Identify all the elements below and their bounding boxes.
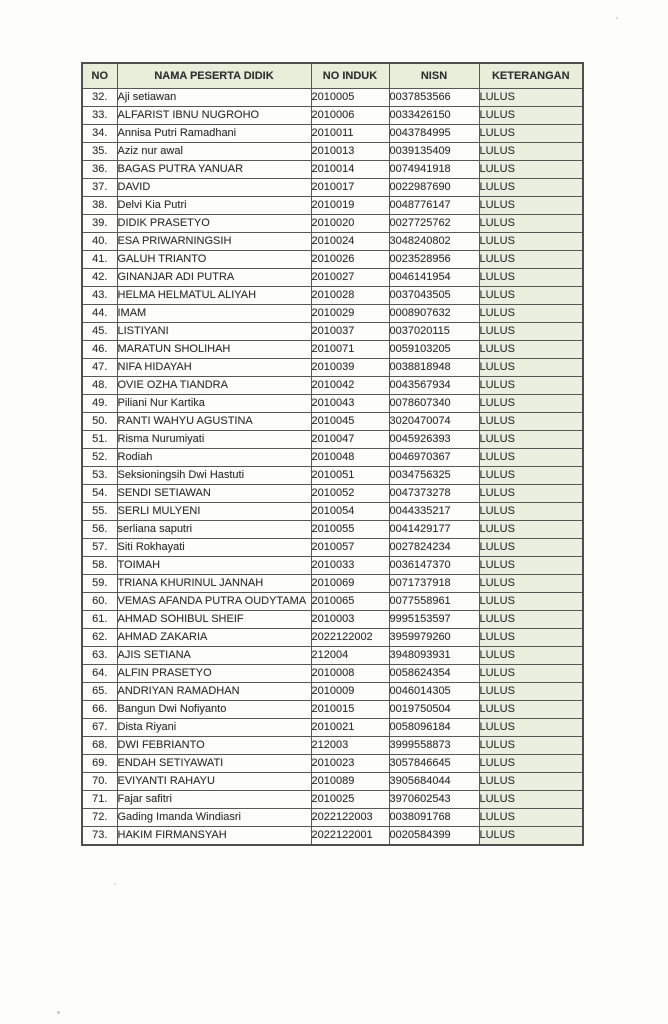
cell-no-induk: 2010089 xyxy=(311,773,389,791)
cell-nama: NIFA HIDAYAH xyxy=(117,359,311,377)
table-row xyxy=(82,773,583,791)
cell-keterangan: LULUS xyxy=(479,665,583,683)
cell-nisn: 0038818948 xyxy=(389,359,479,377)
cell-nama: AHMAD SOHIBUL SHEIF xyxy=(117,611,311,629)
cell-nisn: 0048776147 xyxy=(389,197,479,215)
cell-no: 73. xyxy=(82,827,117,846)
table-row xyxy=(82,125,583,143)
cell-keterangan: LULUS xyxy=(479,341,583,359)
cell-no-induk: 212003 xyxy=(311,737,389,755)
table-row xyxy=(82,683,583,701)
table-row xyxy=(82,89,583,107)
cell-keterangan: LULUS xyxy=(479,413,583,431)
cell-no: 43. xyxy=(82,287,117,305)
cell-nama: DAVID xyxy=(117,179,311,197)
cell-nisn: 0047373278 xyxy=(389,485,479,503)
cell-nisn: 3057846645 xyxy=(389,755,479,773)
cell-keterangan: LULUS xyxy=(479,89,583,107)
cell-no: 50. xyxy=(82,413,117,431)
cell-no-induk: 2010039 xyxy=(311,359,389,377)
cell-no: 63. xyxy=(82,647,117,665)
table-row xyxy=(82,161,583,179)
cell-no: 56. xyxy=(82,521,117,539)
table-row xyxy=(82,521,583,539)
cell-keterangan: LULUS xyxy=(479,647,583,665)
cell-nama: ENDAH SETIYAWATI xyxy=(117,755,311,773)
cell-keterangan: LULUS xyxy=(479,629,583,647)
table-row xyxy=(82,539,583,557)
cell-keterangan: LULUS xyxy=(479,269,583,287)
cell-keterangan: LULUS xyxy=(479,233,583,251)
cell-nisn: 0044335217 xyxy=(389,503,479,521)
header-row xyxy=(82,63,583,89)
cell-nisn: 3020470074 xyxy=(389,413,479,431)
cell-keterangan: LULUS xyxy=(479,467,583,485)
table-row xyxy=(82,251,583,269)
cell-nama: HELMA HELMATUL ALIYAH xyxy=(117,287,311,305)
cell-no-induk: 2010021 xyxy=(311,719,389,737)
cell-keterangan: LULUS xyxy=(479,305,583,323)
cell-no-induk: 2010008 xyxy=(311,665,389,683)
table-row xyxy=(82,611,583,629)
cell-nama: TRIANA KHURINUL JANNAH xyxy=(117,575,311,593)
cell-no-induk: 2010005 xyxy=(311,89,389,107)
cell-nisn: 3048240802 xyxy=(389,233,479,251)
cell-nisn: 3999558873 xyxy=(389,737,479,755)
cell-no: 58. xyxy=(82,557,117,575)
cell-nama: Fajar safitri xyxy=(117,791,311,809)
cell-no-induk: 2010045 xyxy=(311,413,389,431)
cell-no: 45. xyxy=(82,323,117,341)
cell-nisn: 0046970367 xyxy=(389,449,479,467)
cell-no-induk: 2022122002 xyxy=(311,629,389,647)
cell-no: 71. xyxy=(82,791,117,809)
cell-keterangan: LULUS xyxy=(479,431,583,449)
cell-keterangan: LULUS xyxy=(479,377,583,395)
cell-no: 64. xyxy=(82,665,117,683)
cell-keterangan: LULUS xyxy=(479,251,583,269)
cell-no-induk: 2010028 xyxy=(311,287,389,305)
cell-nisn: 0019750504 xyxy=(389,701,479,719)
cell-nama: ALFARIST IBNU NUGROHO xyxy=(117,107,311,125)
cell-nisn: 0046014305 xyxy=(389,683,479,701)
cell-nama: serliana saputri xyxy=(117,521,311,539)
cell-no: 53. xyxy=(82,467,117,485)
column-header-nama: NAMA PESERTA DIDIK xyxy=(117,63,311,89)
cell-nisn: 0045926393 xyxy=(389,431,479,449)
cell-nisn: 3959979260 xyxy=(389,629,479,647)
cell-nisn: 0036147370 xyxy=(389,557,479,575)
cell-no-induk: 2010033 xyxy=(311,557,389,575)
cell-no-induk: 2022122001 xyxy=(311,827,389,846)
cell-nama: GALUH TRIANTO xyxy=(117,251,311,269)
cell-no-induk: 2010069 xyxy=(311,575,389,593)
cell-no-induk: 212004 xyxy=(311,647,389,665)
cell-keterangan: LULUS xyxy=(479,539,583,557)
cell-nisn: 0074941918 xyxy=(389,161,479,179)
cell-nisn: 0077558961 xyxy=(389,593,479,611)
table-row xyxy=(82,503,583,521)
cell-nama: Aji setiawan xyxy=(117,89,311,107)
cell-nisn: 0037043505 xyxy=(389,287,479,305)
table-row xyxy=(82,431,583,449)
cell-no: 48. xyxy=(82,377,117,395)
cell-keterangan: LULUS xyxy=(479,593,583,611)
cell-nama: Risma Nurumiyati xyxy=(117,431,311,449)
cell-no-induk: 2010048 xyxy=(311,449,389,467)
table-row xyxy=(82,647,583,665)
cell-no: 49. xyxy=(82,395,117,413)
cell-keterangan: LULUS xyxy=(479,611,583,629)
cell-no: 38. xyxy=(82,197,117,215)
table-row xyxy=(82,233,583,251)
cell-nama: GINANJAR ADI PUTRA xyxy=(117,269,311,287)
cell-no-induk: 2010043 xyxy=(311,395,389,413)
cell-keterangan: LULUS xyxy=(479,575,583,593)
cell-no: 66. xyxy=(82,701,117,719)
cell-keterangan: LULUS xyxy=(479,701,583,719)
cell-no: 32. xyxy=(82,89,117,107)
table-row xyxy=(82,305,583,323)
cell-keterangan: LULUS xyxy=(479,161,583,179)
cell-keterangan: LULUS xyxy=(479,791,583,809)
cell-nama: VEMAS AFANDA PUTRA OUDYTAMA xyxy=(117,593,311,611)
cell-no-induk: 2010023 xyxy=(311,755,389,773)
table-row xyxy=(82,485,583,503)
cell-no-induk: 2010009 xyxy=(311,683,389,701)
cell-no: 65. xyxy=(82,683,117,701)
cell-no: 47. xyxy=(82,359,117,377)
scan-speck xyxy=(57,1011,60,1014)
cell-nisn: 0058096184 xyxy=(389,719,479,737)
table-row xyxy=(82,377,583,395)
cell-nisn: 0078607340 xyxy=(389,395,479,413)
cell-no: 34. xyxy=(82,125,117,143)
cell-no-induk: 2010013 xyxy=(311,143,389,161)
cell-keterangan: LULUS xyxy=(479,179,583,197)
cell-nisn: 0023528956 xyxy=(389,251,479,269)
cell-nisn: 0071737918 xyxy=(389,575,479,593)
cell-no: 67. xyxy=(82,719,117,737)
cell-nama: HAKIM FIRMANSYAH xyxy=(117,827,311,846)
cell-keterangan: LULUS xyxy=(479,521,583,539)
cell-no: 69. xyxy=(82,755,117,773)
table-row xyxy=(82,143,583,161)
cell-no-induk: 2010071 xyxy=(311,341,389,359)
table-row xyxy=(82,755,583,773)
cell-keterangan: LULUS xyxy=(479,125,583,143)
column-header-keterangan: KETERANGAN xyxy=(479,63,583,89)
cell-keterangan: LULUS xyxy=(479,485,583,503)
cell-nama: TOIMAH xyxy=(117,557,311,575)
cell-no: 72. xyxy=(82,809,117,827)
cell-keterangan: LULUS xyxy=(479,287,583,305)
cell-no-induk: 2010017 xyxy=(311,179,389,197)
cell-no-induk: 2010055 xyxy=(311,521,389,539)
cell-nisn: 0033426150 xyxy=(389,107,479,125)
cell-keterangan: LULUS xyxy=(479,395,583,413)
cell-no: 62. xyxy=(82,629,117,647)
cell-nama: AJIS SETIANA xyxy=(117,647,311,665)
table-row xyxy=(82,467,583,485)
cell-no: 55. xyxy=(82,503,117,521)
cell-no-induk: 2022122003 xyxy=(311,809,389,827)
cell-keterangan: LULUS xyxy=(479,773,583,791)
table-row xyxy=(82,395,583,413)
cell-nisn: 0046141954 xyxy=(389,269,479,287)
cell-nama: OVIE OZHA TIANDRA xyxy=(117,377,311,395)
cell-no: 61. xyxy=(82,611,117,629)
cell-no: 40. xyxy=(82,233,117,251)
cell-nama: Piliani Nur Kartika xyxy=(117,395,311,413)
cell-nama: ANDRIYAN RAMADHAN xyxy=(117,683,311,701)
cell-no-induk: 2010042 xyxy=(311,377,389,395)
cell-keterangan: LULUS xyxy=(479,359,583,377)
cell-no: 54. xyxy=(82,485,117,503)
cell-nisn: 0043567934 xyxy=(389,377,479,395)
cell-no-induk: 2010011 xyxy=(311,125,389,143)
cell-keterangan: LULUS xyxy=(479,107,583,125)
cell-no-induk: 2010054 xyxy=(311,503,389,521)
table-row xyxy=(82,287,583,305)
cell-no-induk: 2010052 xyxy=(311,485,389,503)
cell-no-induk: 2010037 xyxy=(311,323,389,341)
table-row xyxy=(82,809,583,827)
cell-nisn: 3970602543 xyxy=(389,791,479,809)
cell-keterangan: LULUS xyxy=(479,449,583,467)
cell-no-induk: 2010057 xyxy=(311,539,389,557)
cell-no: 52. xyxy=(82,449,117,467)
column-header-no-induk: NO INDUK xyxy=(311,63,389,89)
cell-nisn: 0043784995 xyxy=(389,125,479,143)
table-row xyxy=(82,575,583,593)
cell-nisn: 0037020115 xyxy=(389,323,479,341)
cell-no: 39. xyxy=(82,215,117,233)
cell-nisn: 0027824234 xyxy=(389,539,479,557)
table-row xyxy=(82,197,583,215)
cell-nama: Annisa Putri Ramadhani xyxy=(117,125,311,143)
cell-keterangan: LULUS xyxy=(479,809,583,827)
cell-no-induk: 2010065 xyxy=(311,593,389,611)
cell-nama: Seksioningsih Dwi Hastuti xyxy=(117,467,311,485)
cell-nisn: 0034756325 xyxy=(389,467,479,485)
table-row xyxy=(82,413,583,431)
cell-nisn: 0037853566 xyxy=(389,89,479,107)
cell-nama: Gading Imanda Windiasri xyxy=(117,809,311,827)
cell-no: 68. xyxy=(82,737,117,755)
cell-keterangan: LULUS xyxy=(479,737,583,755)
table-row xyxy=(82,179,583,197)
table-row xyxy=(82,215,583,233)
table-row xyxy=(82,449,583,467)
cell-no-induk: 2010020 xyxy=(311,215,389,233)
cell-nama: Bangun Dwi Nofiyanto xyxy=(117,701,311,719)
cell-no-induk: 2010015 xyxy=(311,701,389,719)
cell-keterangan: LULUS xyxy=(479,827,583,846)
cell-nama: MARATUN SHOLIHAH xyxy=(117,341,311,359)
student-results-table xyxy=(81,62,584,846)
cell-no-induk: 2010025 xyxy=(311,791,389,809)
cell-nisn: 0022987690 xyxy=(389,179,479,197)
cell-no-induk: 2010047 xyxy=(311,431,389,449)
cell-nisn: 0058624354 xyxy=(389,665,479,683)
table-row xyxy=(82,323,583,341)
cell-nama: DWI FEBRIANTO xyxy=(117,737,311,755)
cell-no: 57. xyxy=(82,539,117,557)
cell-nama: Delvi Kia Putri xyxy=(117,197,311,215)
cell-nama: Aziz nur awal xyxy=(117,143,311,161)
table-row xyxy=(82,791,583,809)
cell-nama: Rodiah xyxy=(117,449,311,467)
cell-nama: ALFIN PRASETYO xyxy=(117,665,311,683)
cell-no: 46. xyxy=(82,341,117,359)
table-row xyxy=(82,701,583,719)
cell-nisn: 0059103205 xyxy=(389,341,479,359)
cell-keterangan: LULUS xyxy=(479,215,583,233)
table-row xyxy=(82,593,583,611)
cell-nama: Dista Riyani xyxy=(117,719,311,737)
table-row xyxy=(82,341,583,359)
cell-no: 42. xyxy=(82,269,117,287)
cell-no: 33. xyxy=(82,107,117,125)
student-table-body xyxy=(82,89,583,846)
cell-nama: BAGAS PUTRA YANUAR xyxy=(117,161,311,179)
cell-nisn: 3905684044 xyxy=(389,773,479,791)
cell-nama: LISTIYANI xyxy=(117,323,311,341)
cell-nisn: 0038091768 xyxy=(389,809,479,827)
cell-nisn: 0027725762 xyxy=(389,215,479,233)
cell-nama: SERLI MULYENI xyxy=(117,503,311,521)
cell-keterangan: LULUS xyxy=(479,143,583,161)
table-row xyxy=(82,827,583,846)
cell-no-induk: 2010027 xyxy=(311,269,389,287)
cell-no-induk: 2010029 xyxy=(311,305,389,323)
cell-keterangan: LULUS xyxy=(479,683,583,701)
table-row xyxy=(82,359,583,377)
cell-keterangan: LULUS xyxy=(479,197,583,215)
cell-keterangan: LULUS xyxy=(479,719,583,737)
cell-nama: AHMAD ZAKARIA xyxy=(117,629,311,647)
cell-no-induk: 2010014 xyxy=(311,161,389,179)
cell-no-induk: 2010019 xyxy=(311,197,389,215)
cell-nama: SENDI SETIAWAN xyxy=(117,485,311,503)
cell-nama: Siti Rokhayati xyxy=(117,539,311,557)
scan-speck xyxy=(616,17,618,19)
cell-nisn: 9995153597 xyxy=(389,611,479,629)
table-row xyxy=(82,629,583,647)
cell-keterangan: LULUS xyxy=(479,755,583,773)
cell-no: 41. xyxy=(82,251,117,269)
cell-no-induk: 2010024 xyxy=(311,233,389,251)
cell-nisn: 0008907632 xyxy=(389,305,479,323)
cell-nisn: 3948093931 xyxy=(389,647,479,665)
scan-speck xyxy=(114,883,116,885)
cell-no: 60. xyxy=(82,593,117,611)
cell-nama: RANTI WAHYU AGUSTINA xyxy=(117,413,311,431)
cell-no-induk: 2010026 xyxy=(311,251,389,269)
column-header-no: NO xyxy=(82,63,117,89)
cell-nama: DIDIK PRASETYO xyxy=(117,215,311,233)
cell-no: 44. xyxy=(82,305,117,323)
table-row xyxy=(82,737,583,755)
cell-keterangan: LULUS xyxy=(479,323,583,341)
cell-no: 51. xyxy=(82,431,117,449)
cell-nisn: 0039135409 xyxy=(389,143,479,161)
cell-nama: EVIYANTI RAHAYU xyxy=(117,773,311,791)
cell-nama: ESA PRIWARNINGSIH xyxy=(117,233,311,251)
column-header-nisn: NISN xyxy=(389,63,479,89)
cell-no: 70. xyxy=(82,773,117,791)
table-row xyxy=(82,269,583,287)
cell-no: 37. xyxy=(82,179,117,197)
table-row xyxy=(82,719,583,737)
cell-keterangan: LULUS xyxy=(479,557,583,575)
cell-nisn: 0041429177 xyxy=(389,521,479,539)
cell-no: 59. xyxy=(82,575,117,593)
cell-keterangan: LULUS xyxy=(479,503,583,521)
cell-nama: IMAM xyxy=(117,305,311,323)
table-row xyxy=(82,557,583,575)
table-row xyxy=(82,107,583,125)
cell-no-induk: 2010006 xyxy=(311,107,389,125)
cell-no-induk: 2010051 xyxy=(311,467,389,485)
cell-no: 35. xyxy=(82,143,117,161)
table-row xyxy=(82,665,583,683)
cell-no-induk: 2010003 xyxy=(311,611,389,629)
cell-no: 36. xyxy=(82,161,117,179)
cell-nisn: 0020584399 xyxy=(389,827,479,846)
